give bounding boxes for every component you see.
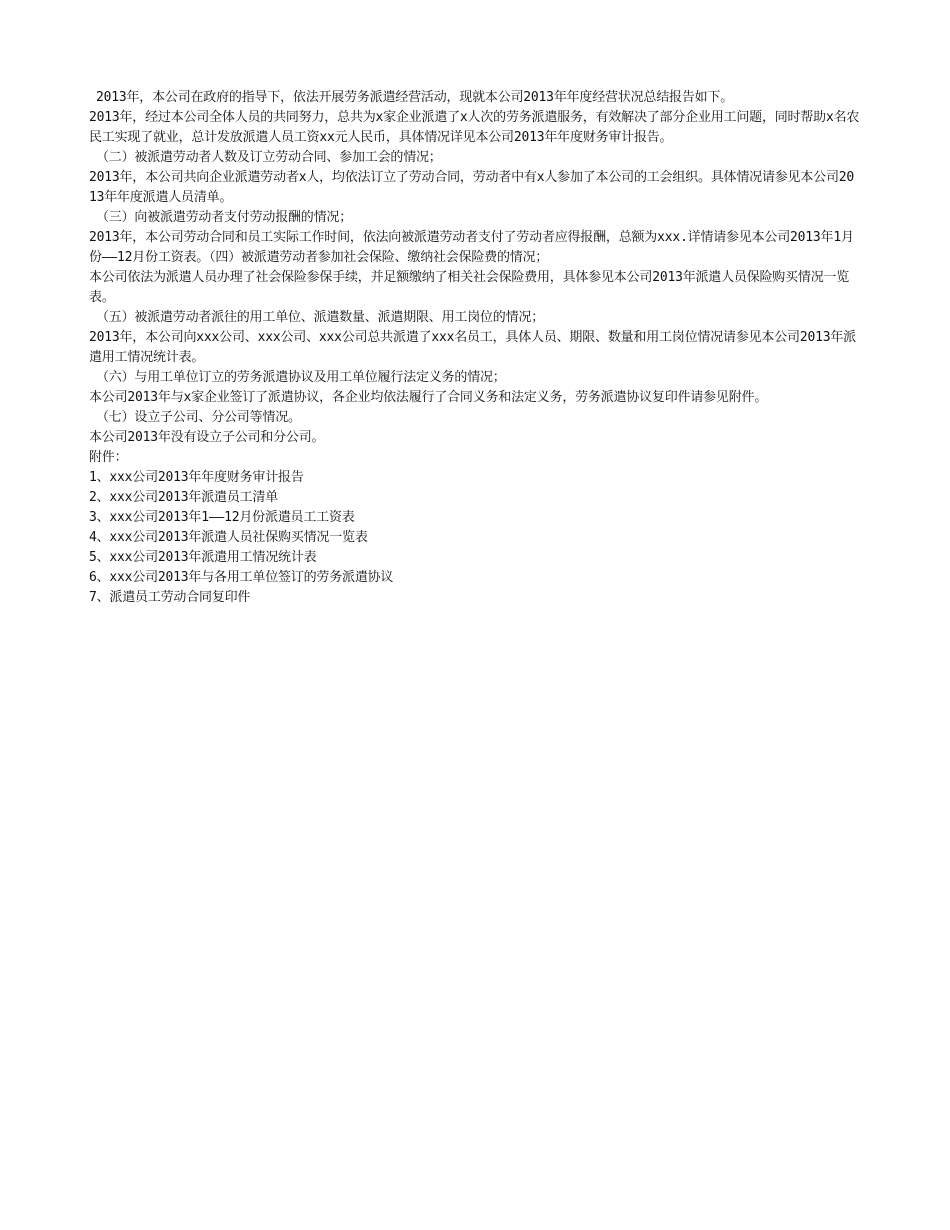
intro-paragraph: 2013年，本公司在政府的指导下，依法开展劳务派遣经营活动，现就本公司2013年年度经营状况总结报告如下。 xyxy=(96,90,734,105)
attachments-heading: 附件： xyxy=(89,450,128,465)
section-heading-6: （六）与用工单位订立的劳务派遣协议及用工单位履行法定义务的情况； xyxy=(96,370,506,385)
attachment-item: 4、xxx公司2013年派遣人员社保购买情况一览表 xyxy=(89,530,368,545)
section-body-4: 本公司依法为派遣人员办理了社会保险参保手续，并足额缴纳了相关社会保险费用，具体参见本公司2013年派遣人员保险购买情况一览表。 xyxy=(89,270,850,305)
section-body-2: 2013年，本公司共向企业派遣劳动者x人，均依法订立了劳动合同，劳动者中有x人参加了本公司的工会组织。具体情况请参见本公司2013年年度派遣人员清单。 xyxy=(89,170,855,205)
section-body-6: 本公司2013年与x家企业签订了派遣协议，各企业均依法履行了合同义务和法定义务，劳务派遣协议复印件请参见附件。 xyxy=(89,390,768,405)
summary-paragraph: 2013年，经过本公司全体人员的共同努力，总共为x家企业派遣了x人次的劳务派遣服务，有效解决了部分企业用工问题，同时帮助x名农民工实现了就业，总计发放派遣人员工资xx元人民币，具体情况详见本公司2013年年度财务审计报告。 xyxy=(89,110,860,145)
attachment-item: 7、派遣员工劳动合同复印件 xyxy=(89,590,251,605)
section-body-5: 2013年，本公司向xxx公司、xxx公司、xxx公司总共派遣了xxx名员工，具体人员、期限、数量和用工岗位情况请参见本公司2013年派遣用工情况统计表。 xyxy=(89,330,856,365)
section-body-7: 本公司2013年没有设立子公司和分公司。 xyxy=(89,430,325,445)
document-body xyxy=(89,88,861,608)
attachment-item: 6、xxx公司2013年与各用工单位签订的劳务派遣协议 xyxy=(89,570,394,585)
section-heading-7: （七）设立子公司、分公司等情况。 xyxy=(96,410,301,425)
section-heading-3: （三）向被派遣劳动者支付劳动报酬的情况； xyxy=(96,210,353,225)
attachment-item: 3、xxx公司2013年1——12月份派遣员工工资表 xyxy=(89,510,355,525)
section-heading-2: （二）被派遣劳动者人数及订立劳动合同、参加工会的情况； xyxy=(96,150,442,165)
attachment-item: 5、xxx公司2013年派遣用工情况统计表 xyxy=(89,550,317,565)
attachment-item: 2、xxx公司2013年派遣员工清单 xyxy=(89,490,279,505)
section-heading-5: （五）被派遣劳动者派往的用工单位、派遣数量、派遣期限、用工岗位的情况； xyxy=(96,310,545,325)
attachment-item: 1、xxx公司2013年年度财务审计报告 xyxy=(89,470,304,485)
section-body-3: 2013年，本公司劳动合同和员工实际工作时间，依法向被派遣劳动者支付了劳动者应得报酬，总额为xxx.详情请参见本公司2013年1月份——12月份工资表。（四）被派遣劳动者参加社会保险、缴纳社会保险费的情况； xyxy=(89,230,854,265)
